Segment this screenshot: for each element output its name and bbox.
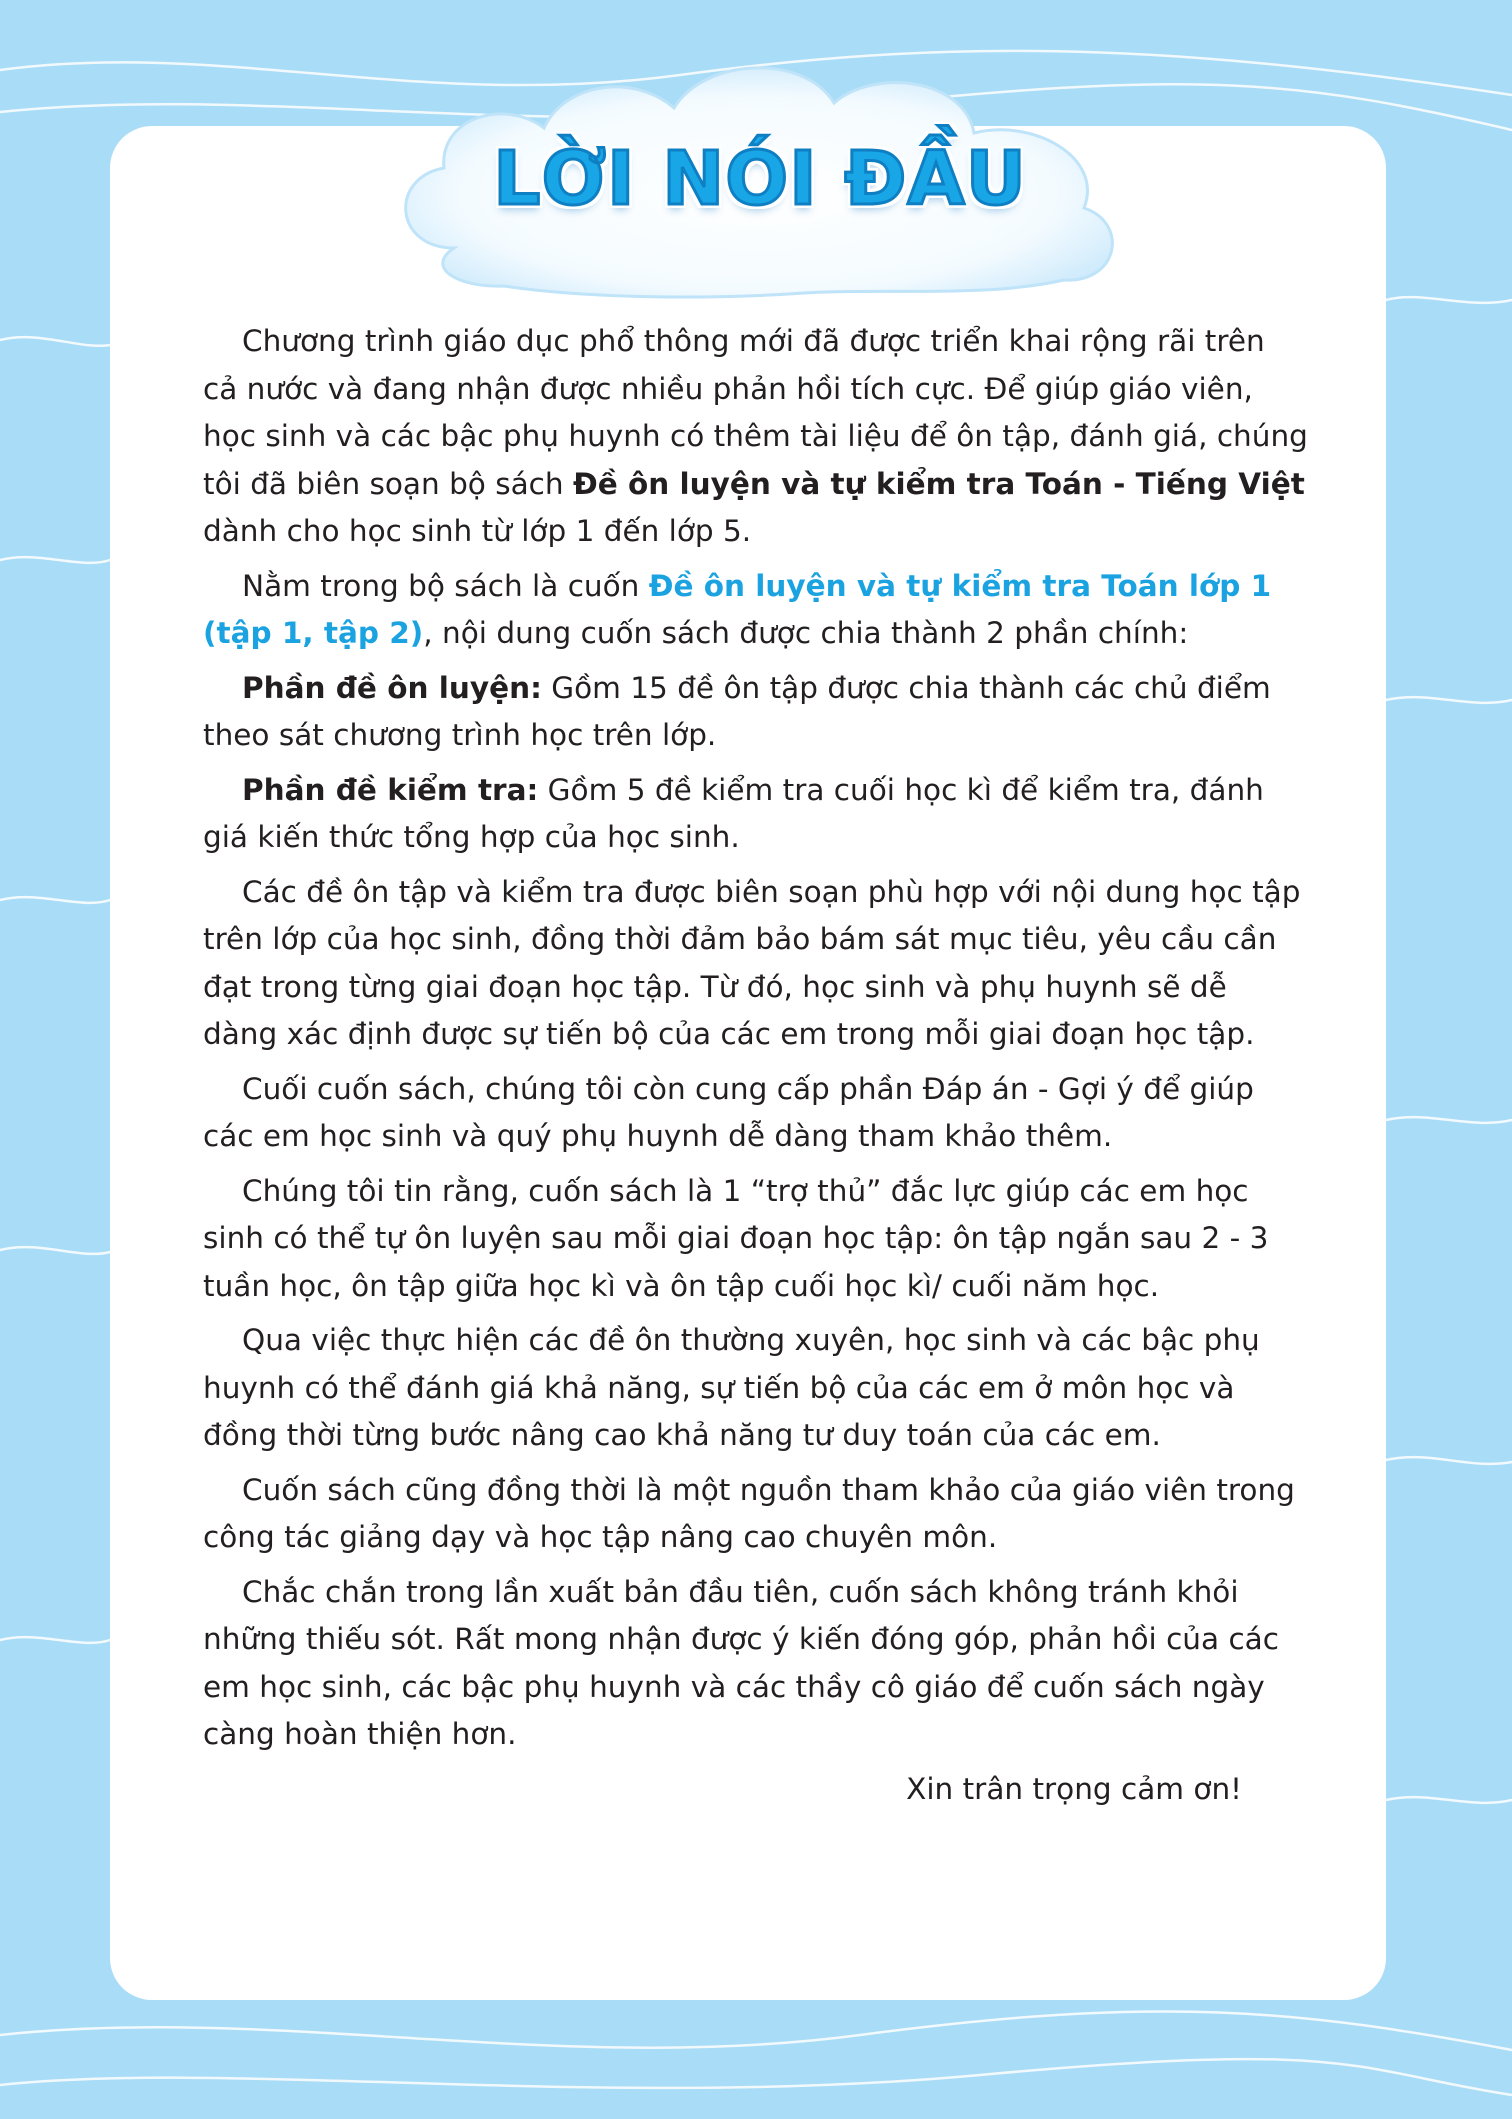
book-title-highlight: Đề ôn luyện và tự kiểm tra Toán lớp 1 (tập 1, tập 2) [203, 568, 1272, 650]
paragraph: Nằm trong bộ sách là cuốn Đề ôn luyện và tự kiểm tra Toán lớp 1 (tập 1, tập 2), nội dung cuốn sách được chia thành 2 phần chính: [203, 568, 1272, 650]
closing-line: Xin trân trọng cảm ơn! [906, 1771, 1242, 1806]
paragraph: Chắc chắn trong lần xuất bản đầu tiên, cuốn sách không tránh khỏi những thiếu sót. Rất mong nhận được ý kiến đóng góp, phản hồi của các em học sinh, các bậc phụ huynh và các thầy cô giáo để cuốn sách ngày càng hoàn thiện hơn. [203, 1574, 1279, 1751]
paragraph: Các đề ôn tập và kiểm tra được biên soạn phù hợp với nội dung học tập trên lớp của học sinh, đồng thời đảm bảo bám sát mục tiêu, yêu cầu cần đạt trong từng giai đoạn học tập. Từ đó, học sinh và phụ huynh sẽ dễ dàng xác định được sự tiến bộ của các em trong mỗi giai đoạn học tập. [203, 874, 1301, 1051]
paragraph: Cuối cuốn sách, chúng tôi còn cung cấp phần Đáp án - Gợi ý để giúp các em học sinh và quý phụ huynh dễ dàng tham khảo thêm. [203, 1071, 1254, 1153]
paragraph: Chương trình giáo dục phổ thông mới đã được triển khai rộng rãi trên cả nước và đang nhận được nhiều phản hồi tích cực. Để giúp giáo viên, học sinh và các bậc phụ huynh có thêm tài liệu để ôn tập, đánh giá, chúng tôi đã biên soạn bộ sách Đề ôn luyện và tự kiểm tra Toán - Tiếng Việt dành cho học sinh từ lớp 1 đến lớp 5. [203, 324, 1308, 548]
paragraph: Cuốn sách cũng đồng thời là một nguồn tham khảo của giáo viên trong công tác giảng dạy và học tập nâng cao chuyên môn. [203, 1472, 1295, 1554]
body-text [203, 318, 1308, 1820]
paragraph: Phần đề kiểm tra: Gồm 5 đề kiểm tra cuối học kì để kiểm tra, đánh giá kiến thức tổng hợp của học sinh. [203, 772, 1264, 854]
paragraph: Chúng tôi tin rằng, cuốn sách là 1 “trợ thủ” đắc lực giúp các em học sinh có thể tự ôn luyện sau mỗi giai đoạn học tập: ôn tập ngắn sau 2 - 3 tuần học, ôn tập giữa học kì và ôn tập cuối học kì/ cuối năm học. [203, 1173, 1269, 1303]
paragraph: Qua việc thực hiện các đề ôn thường xuyên, học sinh và các bậc phụ huynh có thể đánh giá khả năng, sự tiến bộ của các em ở môn học và đồng thời từng bước nâng cao khả năng tư duy toán của các em. [203, 1323, 1260, 1452]
page-title: LỜI NÓI ĐẦU [493, 136, 1027, 222]
paragraph: Phần đề ôn luyện: Gồm 15 đề ôn tập được chia thành các chủ điểm theo sát chương trình học trên lớp. [203, 670, 1271, 752]
